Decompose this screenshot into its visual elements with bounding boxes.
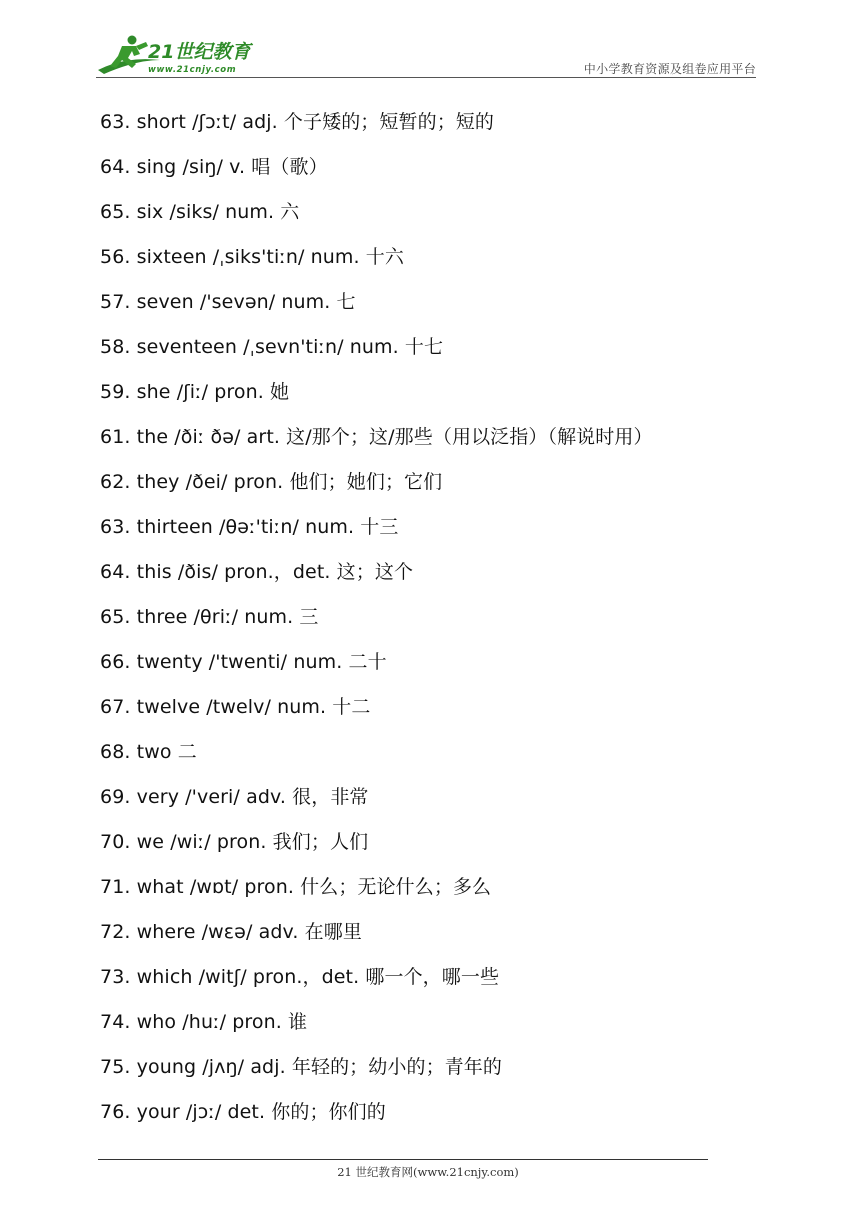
vocab-entry: 64. this /ðis/ pron.，det. 这；这个 — [100, 561, 414, 583]
vocab-entry: 63. thirteen /θəː'tiːn/ num. 十三 — [100, 516, 399, 538]
footer-source-text: 21 世纪教育网(www.21cnjy.com) — [337, 1165, 519, 1179]
vocab-entry: 61. the /ðiː ðə/ art. 这/那个；这/那些（用以泛指）（解说时用） — [100, 426, 653, 448]
vocab-entry: 63. short /ʃɔːt/ adj. 个子矮的；短暂的；短的 — [100, 111, 494, 133]
vocab-entry: 72. where /wεə/ adv. 在哪里 — [100, 921, 362, 943]
vocab-entry: 76. your /jɔː/ det. 你的；你们的 — [100, 1101, 386, 1123]
vocab-entry: 70. we /wiː/ pron. 我们；人们 — [100, 831, 369, 853]
vocab-entry: 73. which /witʃ/ pron.，det. 哪一个，哪一些 — [100, 966, 500, 988]
vocab-entry: 74. who /huː/ pron. 谁 — [100, 1011, 308, 1033]
vocab-entry: 69. very /'veri/ adv. 很，非常 — [100, 786, 369, 808]
runner-logo-icon — [96, 34, 276, 78]
header-platform-text: 中小学教育资源及组卷应用平台 — [583, 62, 756, 76]
logo-text: 21世纪教育 — [148, 41, 251, 63]
vocab-entry: 67. twelve /twelv/ num. 十二 — [100, 696, 371, 718]
vocab-entry: 66. twenty /'twenti/ num. 二十 — [100, 651, 387, 673]
site-logo — [96, 34, 276, 78]
logo-url: www.21cnjy.com — [148, 65, 237, 75]
vocab-entry: 59. she /ʃiː/ pron. 她 — [100, 381, 290, 403]
vocab-entry: 65. three /θriː/ num. 三 — [100, 606, 319, 628]
vocab-entry: 58. seventeen /ˌsevn'tiːn/ num. 十七 — [100, 336, 444, 358]
vocab-entry: 64. sing /siŋ/ v. 唱（歌） — [100, 156, 328, 178]
vocab-entry: 65. six /siks/ num. 六 — [100, 201, 300, 223]
header-divider — [96, 77, 756, 78]
footer-divider — [98, 1159, 708, 1160]
page-header — [96, 30, 756, 78]
vocab-entry: 62. they /ðei/ pron. 他们；她们；它们 — [100, 471, 443, 493]
vocab-entry: 71. what /wɒt/ pron. 什么；无论什么；多么 — [100, 876, 492, 898]
vocab-entry: 68. two 二 — [100, 741, 197, 763]
vocab-entry: 56. sixteen /ˌsiks'tiːn/ num. 十六 — [100, 246, 404, 268]
vocab-entry: 57. seven /'sevən/ num. 七 — [100, 291, 356, 313]
vocabulary-list — [100, 106, 740, 1141]
vocab-entry: 75. young /jʌŋ/ adj. 年轻的；幼小的；青年的 — [100, 1056, 502, 1078]
